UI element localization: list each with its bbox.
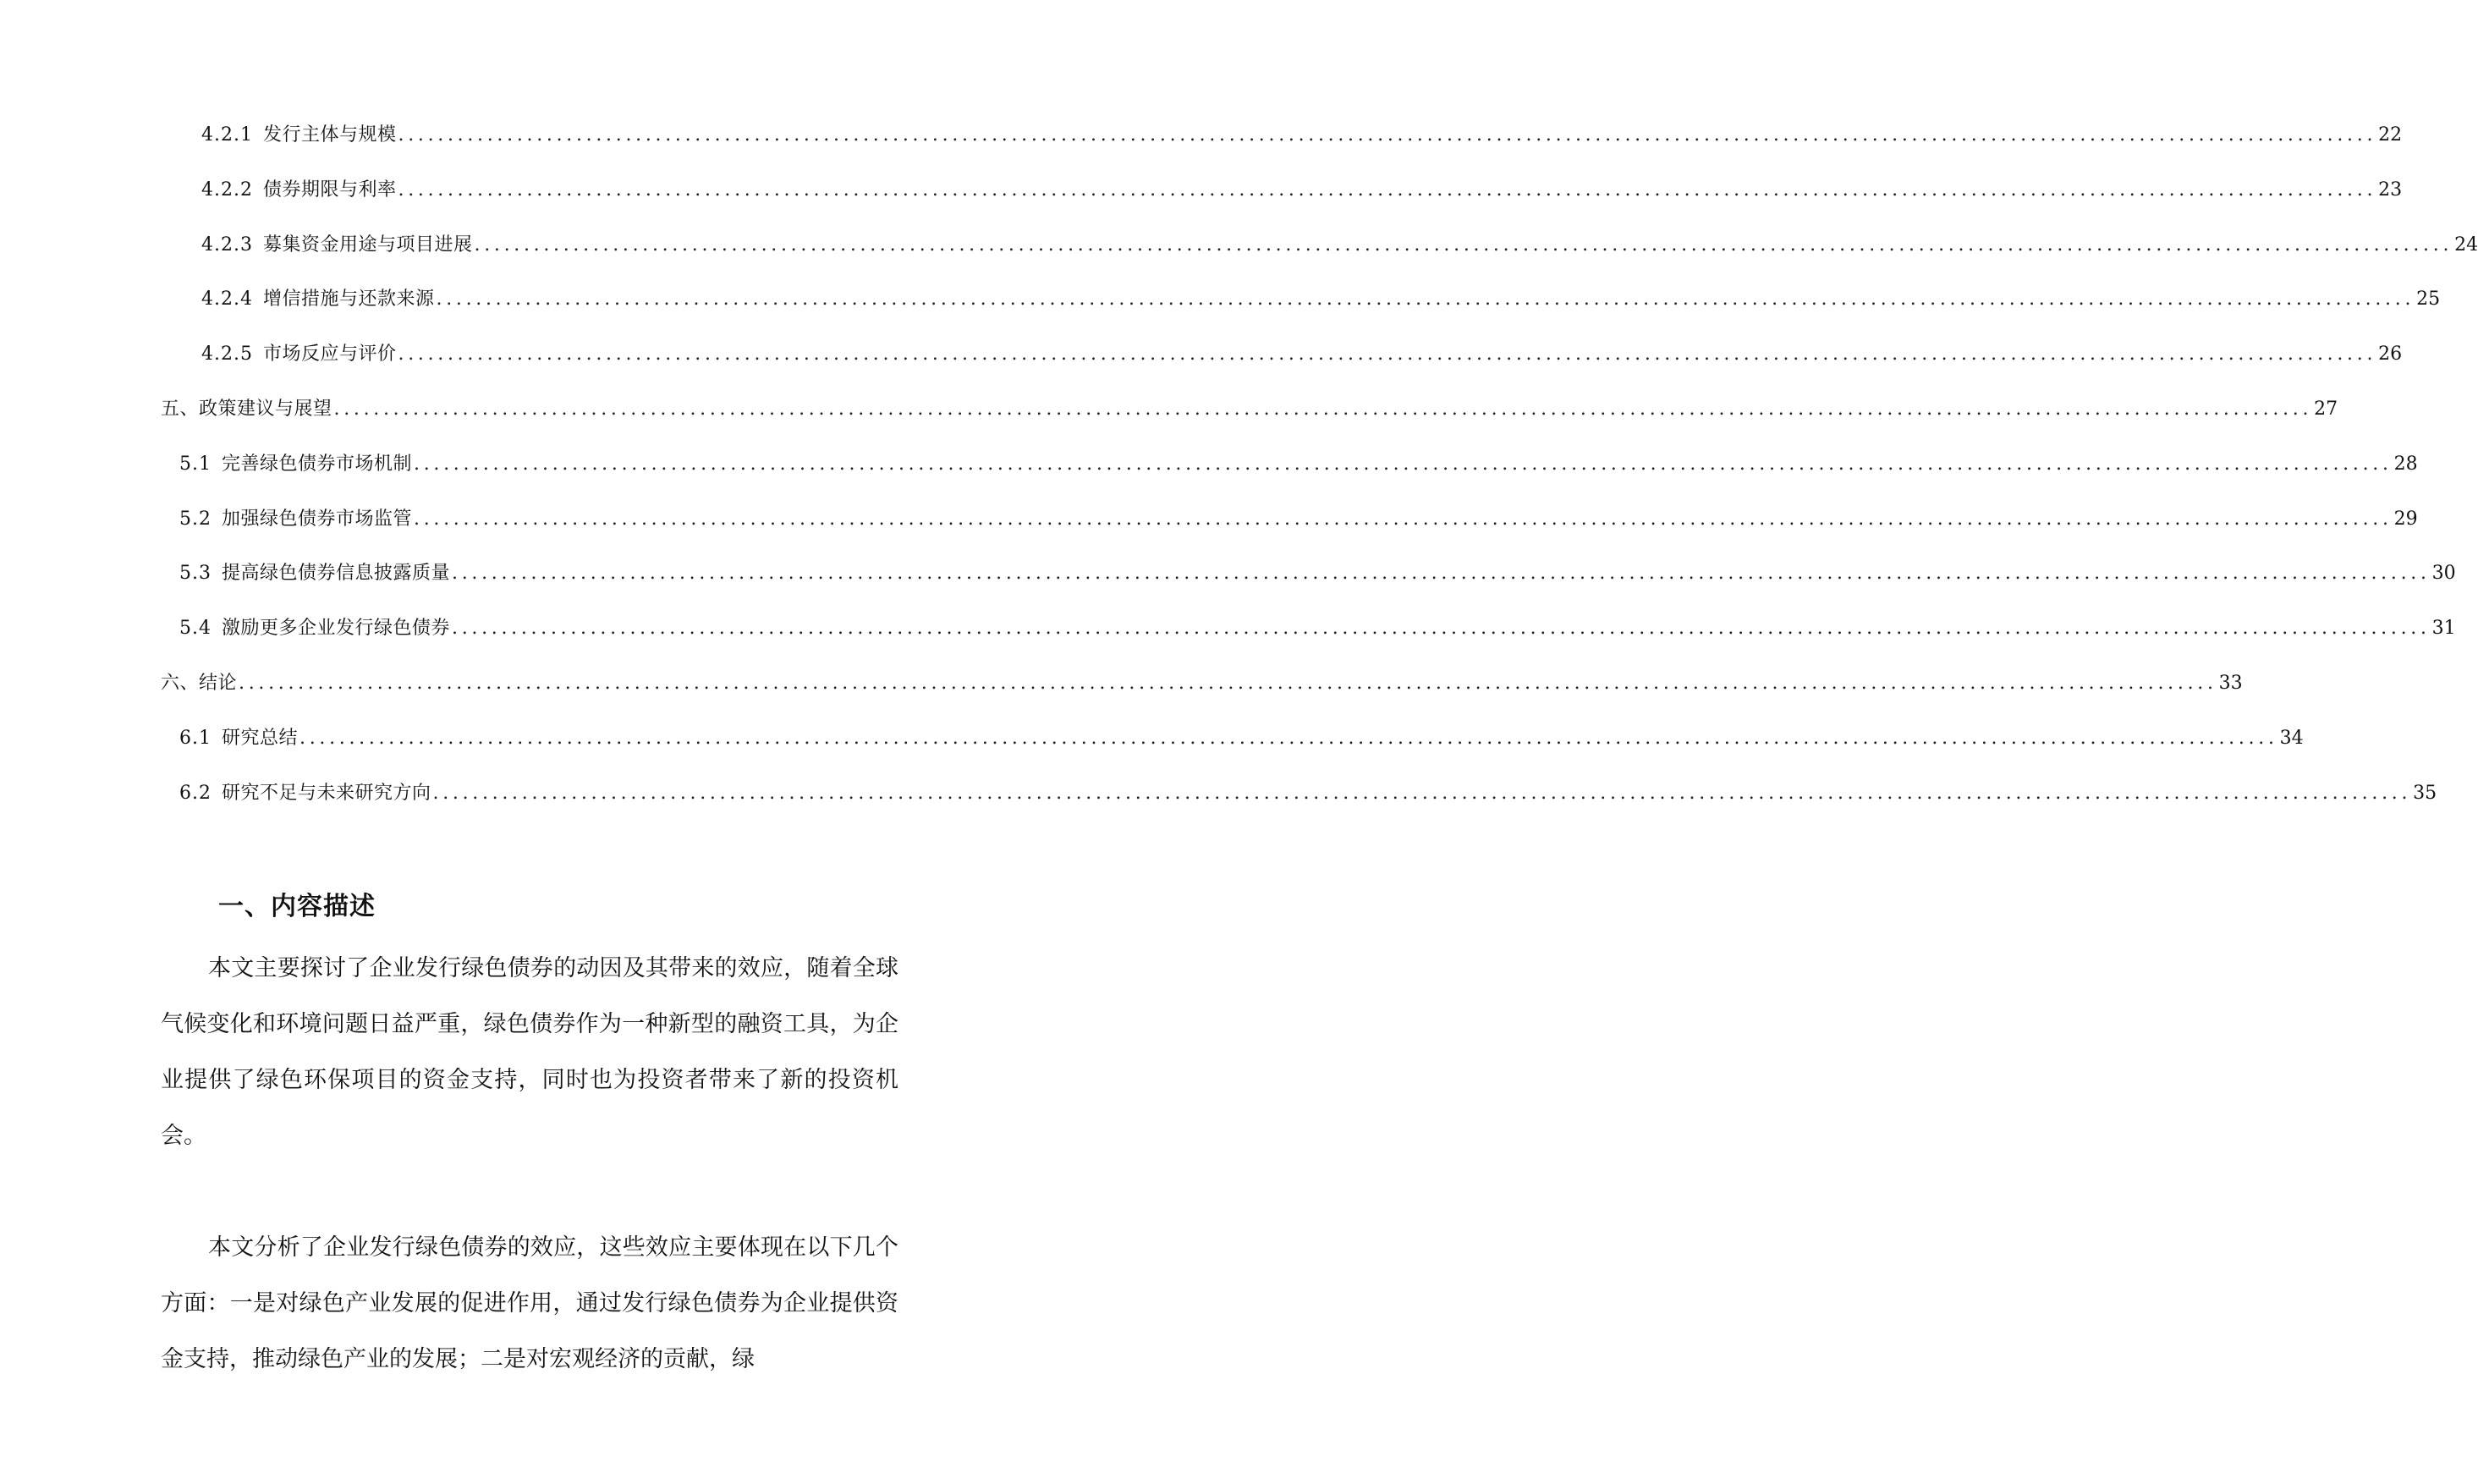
toc-entry-page: 31	[2431, 618, 2456, 640]
toc-leader-dots: ........................................................................................................................................................................................................	[414, 453, 2393, 475]
toc-entry-page: 35	[2413, 782, 2437, 804]
toc-entry[interactable]	[201, 338, 2403, 371]
toc-entry-number: 4.2.4	[201, 289, 253, 311]
toc-entry-title: 激励更多企业发行绿色债券	[222, 618, 451, 640]
toc-leader-dots: ........................................................................................................................................................................................................	[452, 618, 2431, 640]
toc-entry[interactable]	[179, 722, 2304, 756]
toc-entry[interactable]	[201, 118, 2403, 152]
toc-entry-number: 6.1	[179, 727, 212, 749]
toc-entry-title: 五、政策建议与展望	[161, 398, 332, 420]
body-paragraph: 本文分析了企业发行绿色债券的效应，这些效应主要体现在以下几个方面：一是对绿色产业发展的促进作用，通过发行绿色债券为企业提供资金支持，推动绿色产业的发展；二是对宏观经济的贡献，绿	[161, 1234, 898, 1372]
toc-entry-title: 研究不足与未来研究方向	[222, 782, 431, 804]
toc-entry-page: 28	[2393, 453, 2418, 475]
toc-entry-title: 完善绿色债券市场机制	[222, 453, 413, 475]
toc-entry-title: 债券期限与利率	[262, 179, 397, 201]
toc-entry-number: 6.2	[179, 782, 212, 804]
toc-entry[interactable]	[161, 393, 2338, 426]
toc-entry-page: 25	[2416, 289, 2441, 311]
toc-leader-dots: ........................................................................................................................................................................................................	[333, 398, 2313, 420]
toc-entry-page: 24	[2454, 234, 2478, 256]
toc-leader-dots: ........................................................................................................................................................................................................	[414, 508, 2393, 530]
toc-leader-dots: ........................................................................................................................................................................................................	[398, 179, 2377, 201]
toc-leader-dots: ........................................................................................................................................................................................................	[398, 344, 2377, 366]
toc-entry-title: 提高绿色债券信息披露质量	[222, 563, 451, 585]
toc-entry-number: 4.2.5	[201, 344, 253, 366]
toc-entry-number: 5.2	[179, 508, 212, 530]
toc-entry-page: 30	[2431, 563, 2456, 585]
toc-entry-number: 4.2.1	[201, 124, 253, 146]
toc-entry-number: 5.3	[179, 563, 212, 585]
toc-entry-title: 六、结论	[161, 673, 238, 694]
toc-leader-dots: ........................................................................................................................................................................................................	[436, 289, 2415, 311]
toc-entry[interactable]	[201, 283, 2441, 316]
toc-leader-dots: ........................................................................................................................................................................................................	[474, 234, 2453, 256]
toc-entry-page: 26	[2378, 344, 2403, 366]
toc-entry[interactable]	[179, 612, 2456, 646]
toc-entry-title: 加强绿色债券市场监管	[222, 508, 413, 530]
toc-entry[interactable]	[201, 228, 2478, 262]
body-paragraph: 本文主要探讨了企业发行绿色债券的动因及其带来的效应，随着全球气候变化和环境问题日益严重，绿色债券作为一种新型的融资工具，为企业提供了绿色环保项目的资金支持，同时也为投资者带来了新的投资机会。	[161, 955, 898, 1149]
toc-entry-page: 27	[2314, 398, 2338, 420]
toc-entry-title: 募集资金用途与项目进展	[262, 234, 473, 256]
section-heading: 一、内容描述	[218, 892, 376, 922]
toc-entry-page: 33	[2218, 673, 2243, 694]
toc-leader-dots: ........................................................................................................................................................................................................	[398, 124, 2377, 146]
toc-entry-number: 4.2.2	[201, 179, 253, 201]
toc-entry-number: 5.1	[179, 453, 212, 475]
toc-entry[interactable]	[179, 503, 2418, 536]
toc-entry-page: 23	[2378, 179, 2403, 201]
toc-entry-number: 5.4	[179, 618, 212, 640]
toc-entry[interactable]	[179, 777, 2437, 811]
toc-leader-dots: ........................................................................................................................................................................................................	[239, 673, 2217, 694]
toc-leader-dots: ........................................................................................................................................................................................................	[432, 782, 2412, 804]
toc-entry[interactable]	[179, 448, 2418, 481]
toc-entry-title: 研究总结	[222, 727, 299, 749]
toc-entry-title: 增信措施与还款来源	[262, 289, 435, 311]
toc-entry-page: 34	[2279, 727, 2304, 749]
toc-entry-page: 22	[2378, 124, 2403, 146]
toc-entry[interactable]	[201, 173, 2403, 207]
toc-entry-number: 4.2.3	[201, 234, 253, 256]
toc-entry-title: 发行主体与规模	[262, 124, 397, 146]
toc-entry[interactable]	[161, 667, 2243, 701]
toc-entry-title: 市场反应与评价	[262, 344, 397, 366]
toc-leader-dots: ........................................................................................................................................................................................................	[452, 563, 2431, 585]
toc-leader-dots: ........................................................................................................................................................................................................	[299, 727, 2278, 749]
toc-entry[interactable]	[179, 557, 2456, 591]
toc-entry-page: 29	[2393, 508, 2418, 530]
